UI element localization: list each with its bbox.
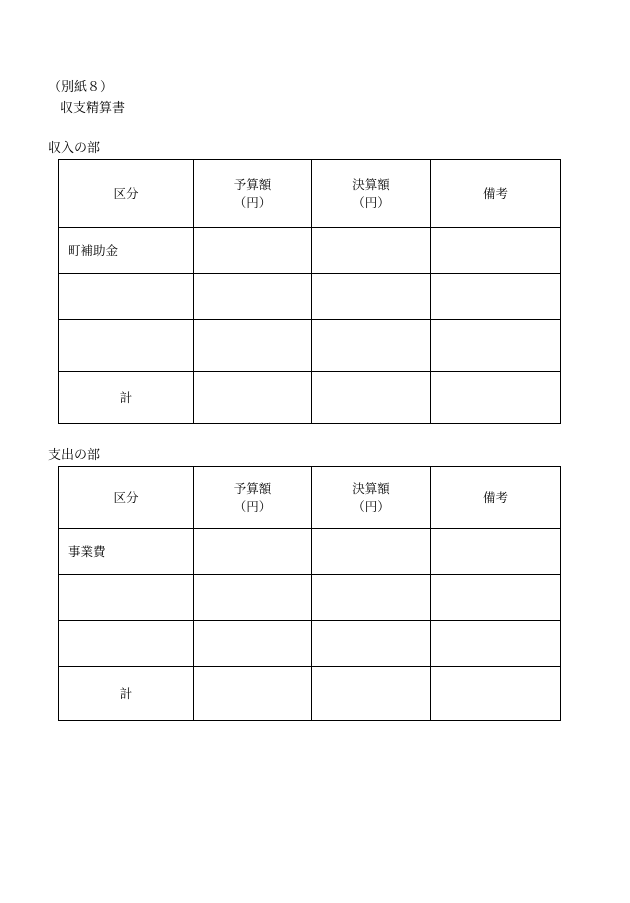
header-settlement: 決算額 （円）: [312, 467, 431, 529]
header-category: 区分: [59, 160, 194, 228]
remarks-cell[interactable]: [431, 320, 561, 372]
budget-cell[interactable]: [194, 529, 312, 575]
table-row: [59, 575, 561, 621]
settlement-cell[interactable]: [312, 529, 431, 575]
header-budget: 予算額 （円）: [194, 160, 312, 228]
row-label[interactable]: [59, 621, 194, 667]
remarks-cell[interactable]: [431, 667, 561, 721]
table-row: [59, 228, 561, 274]
budget-cell[interactable]: [194, 320, 312, 372]
remarks-cell[interactable]: [431, 228, 561, 274]
row-label: 町補助金: [59, 228, 194, 274]
expense-section-title: 支出の部: [48, 448, 101, 463]
budget-total-cell[interactable]: [194, 372, 312, 424]
table-row: [59, 320, 561, 372]
budget-cell[interactable]: [194, 274, 312, 320]
row-label[interactable]: [59, 274, 194, 320]
budget-cell[interactable]: [194, 575, 312, 621]
annex-label: （別紙８）: [48, 80, 114, 95]
header-category: 区分: [59, 467, 194, 529]
remarks-cell[interactable]: [431, 529, 561, 575]
header-remarks: 備考: [431, 160, 561, 228]
settlement-total-cell[interactable]: [312, 667, 431, 721]
remarks-cell[interactable]: [431, 372, 561, 424]
total-label: 計: [59, 667, 194, 721]
settlement-cell[interactable]: [312, 621, 431, 667]
total-label: 計: [59, 372, 194, 424]
row-label: 事業費: [59, 529, 194, 575]
header-settlement: 決算額 （円）: [312, 160, 431, 228]
header-remarks: 備考: [431, 467, 561, 529]
settlement-cell[interactable]: [312, 575, 431, 621]
header-budget: 予算額 （円）: [194, 467, 312, 529]
expense-header-row: [59, 467, 561, 529]
income-section-title: 収入の部: [48, 141, 101, 156]
expense-table: [58, 466, 561, 721]
remarks-cell[interactable]: [431, 274, 561, 320]
row-label[interactable]: [59, 320, 194, 372]
table-row: [59, 529, 561, 575]
settlement-total-cell[interactable]: [312, 372, 431, 424]
row-label[interactable]: [59, 575, 194, 621]
budget-total-cell[interactable]: [194, 667, 312, 721]
settlement-cell[interactable]: [312, 320, 431, 372]
income-header-row: [59, 160, 561, 228]
remarks-cell[interactable]: [431, 621, 561, 667]
remarks-cell[interactable]: [431, 575, 561, 621]
document-title: 収支精算書: [60, 101, 126, 116]
settlement-cell[interactable]: [312, 228, 431, 274]
total-row: [59, 372, 561, 424]
budget-cell[interactable]: [194, 228, 312, 274]
total-row: [59, 667, 561, 721]
table-row: [59, 274, 561, 320]
budget-cell[interactable]: [194, 621, 312, 667]
table-row: [59, 621, 561, 667]
income-table: [58, 159, 561, 424]
settlement-cell[interactable]: [312, 274, 431, 320]
